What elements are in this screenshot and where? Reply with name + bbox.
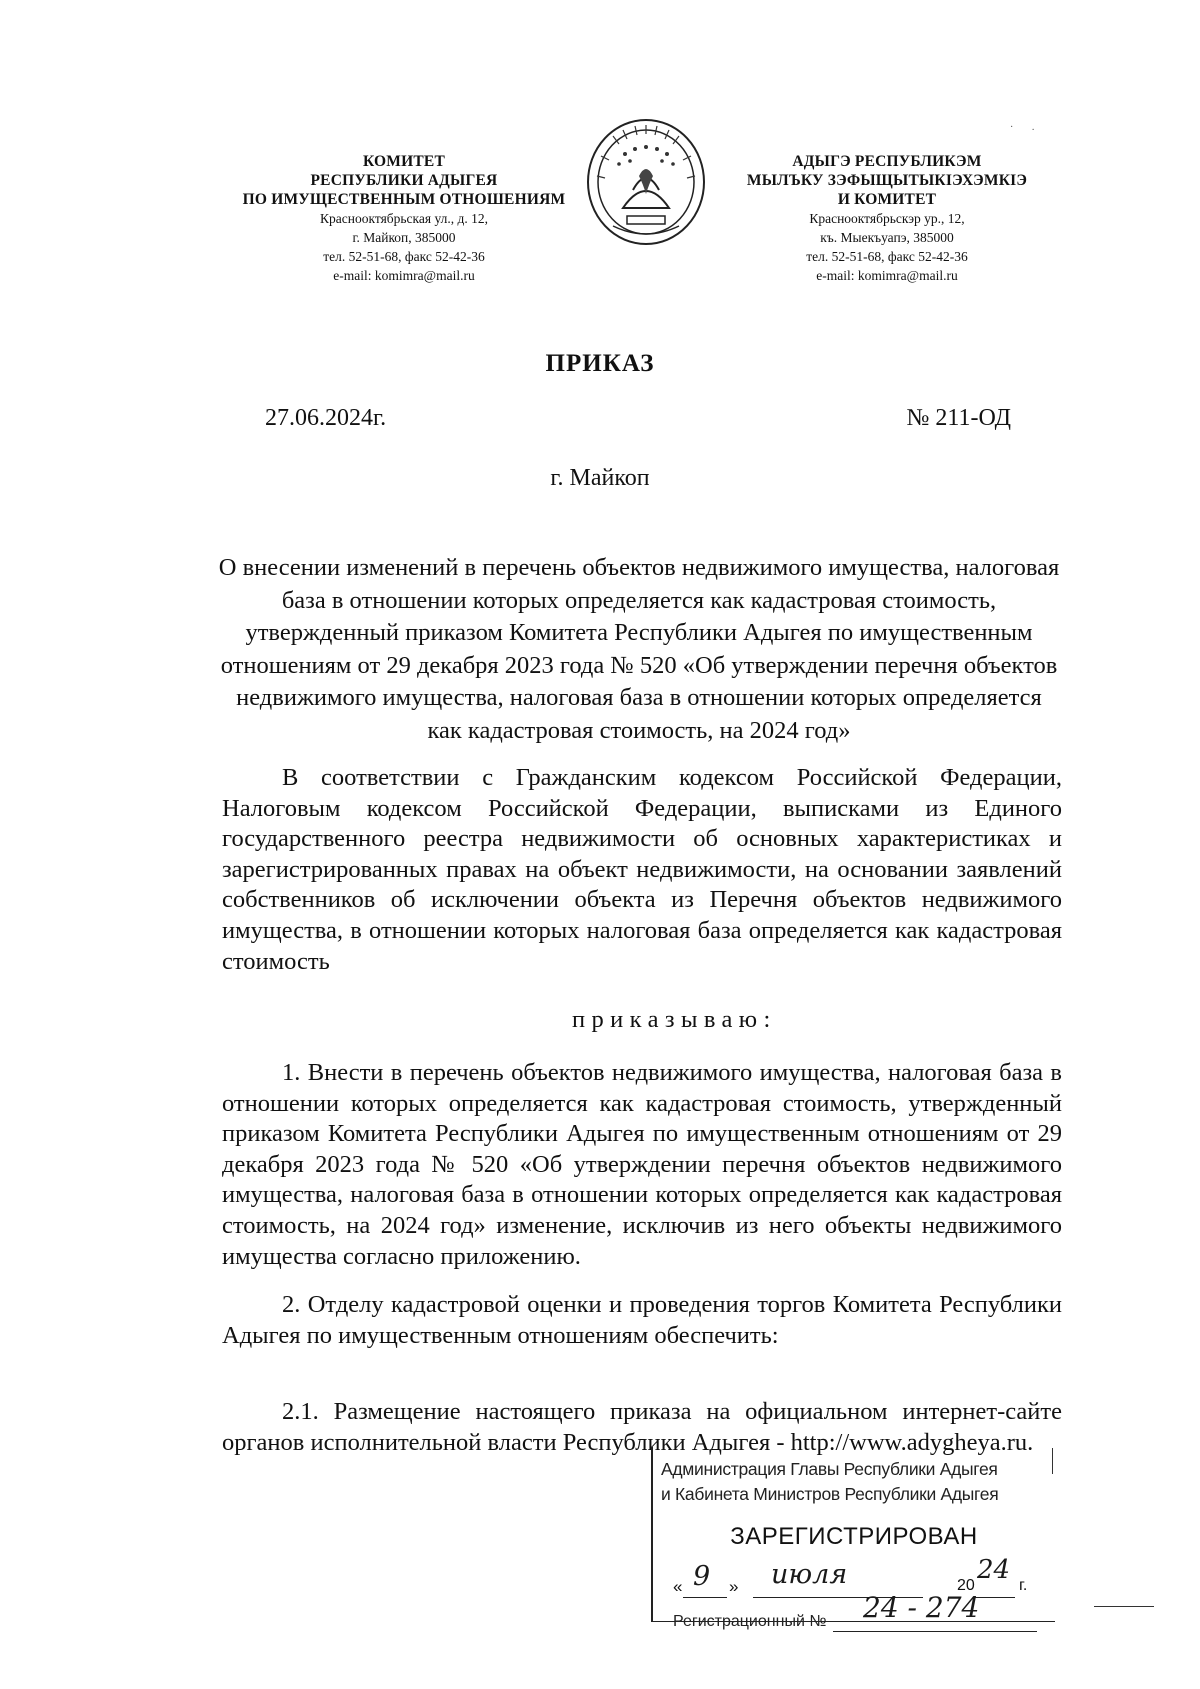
stamp-quote-open: «: [673, 1577, 683, 1596]
stamp-year-prefix: 20: [957, 1577, 975, 1594]
address-line: Краснооктябрьская ул., д. 12,: [320, 211, 488, 226]
scan-specks: · .: [1010, 122, 1043, 133]
stamp-reg-number: 24 - 274: [863, 1591, 980, 1624]
stamp-reg-label: Регистрационный №: [673, 1613, 827, 1630]
order-item-2-1: 2.1. Размещение настоящего приказа на официальном интернет-сайте органов исполнительной власти Республики Адыгея - http://www.adygheya.ru.: [222, 1398, 1062, 1456]
document-city: г. Майкоп: [550, 465, 650, 491]
stamp-edge-line: [1052, 1448, 1053, 1474]
stamp-reg-row: [673, 1591, 1053, 1633]
email-line: e-mail: komimra@mail.ru: [816, 268, 958, 283]
org-name-line: МЫЛЪКУ ЗЭФЫЩЫТЫКIЭХЭМКIЭ: [746, 172, 1028, 189]
document-title: ПРИКАЗ: [545, 350, 655, 377]
registration-stamp: [651, 1447, 1055, 1630]
stamp-quote-close: »: [729, 1577, 739, 1596]
stamp-year-suffix: 24: [977, 1555, 1011, 1585]
address-line: г. Майкоп, 385000: [352, 230, 456, 245]
address-line: Краснооктябрьскэр ур., 12,: [809, 211, 965, 226]
phone-line: тел. 52-51-68, факс 52-42-36: [323, 249, 485, 264]
document-number: № 211-ОД: [906, 405, 1011, 431]
email-line: e-mail: komimra@mail.ru: [333, 268, 475, 283]
preamble-paragraph: В соответствии с Гражданским кодексом Российской Федерации, Налоговым кодексом Российской Федерации, выписками из Единого государственного реестра недвижимости об основных характеристиках и зарегистрированных правах на объект недвижимости, на основании заявлений собственников об исключении объекта из Перечня объектов недвижимого имущества, в отношении которых налоговая база определяется как кадастровая стоимость: [222, 764, 1062, 975]
stamp-month: июля: [771, 1559, 848, 1590]
page-edge-line: [1094, 1606, 1154, 1607]
address-line: къ. Мыекъуапэ, 385000: [820, 230, 954, 245]
day-underline: [683, 1597, 727, 1598]
document-subject: О внесении изменений в перечень объектов недвижимого имущества, налоговая база в отношении которых определяется как кадастровая стоимость, утвержденный приказом Комитета Республики Адыгея по имущественным отношениям от 29 декабря 2023 года № 520 «Об утверждении перечня объектов недвижимого имущества, налоговая база в отношении которых определяется как кадастровая стоимость, на 2024 год»: [218, 554, 1060, 744]
letterhead-right: [722, 152, 1052, 285]
stamp-year-unit: г.: [1019, 1577, 1028, 1594]
stamp-day: 9: [693, 1561, 711, 1592]
stamp-authority-line: и Кабинета Министров Республики Адыгея: [661, 1484, 999, 1504]
reg-underline: [833, 1631, 1037, 1632]
stamp-authority-line: Администрация Главы Республики Адыгея: [661, 1459, 998, 1479]
org-name-line: ПО ИМУЩЕСТВЕННЫМ ОТНОШЕНИЯМ: [242, 191, 566, 208]
coat-of-arms-icon: [583, 116, 709, 248]
order-item-1: 1. Внести в перечень объектов недвижимого имущества, налоговая база в отношении которых определяется как кадастровая стоимость, утвержденный приказом Комитета Республики Адыгея по имущественным отношениям от 29 декабря 2023 года № 520 «Об утверждении перечня объектов недвижимого имущества, налоговая база в отношении которых определяется как кадастровая стоимость, на 2024 год» изменение, исключив из него объекты недвижимого имущества согласно приложению.: [222, 1059, 1062, 1270]
year-underline: [975, 1597, 1015, 1598]
org-name-line: АДЫГЭ РЕСПУБЛИКЭМ: [792, 153, 982, 170]
order-item-2: 2. Отделу кадастровой оценки и проведения торгов Комитета Республики Адыгея по имущественным отношениям обеспечить:: [222, 1291, 1062, 1349]
document-date: 27.06.2024г.: [265, 405, 387, 431]
org-name-line: РЕСПУБЛИКИ АДЫГЕЯ: [310, 172, 498, 189]
letterhead-left: [212, 152, 596, 285]
org-name-line: И КОМИТЕТ: [837, 191, 937, 208]
order-word: приказываю:: [572, 1006, 777, 1033]
phone-line: тел. 52-51-68, факс 52-42-36: [806, 249, 968, 264]
org-name-line: КОМИТЕТ: [362, 153, 445, 170]
stamp-status: ЗАРЕГИСТРИРОВАН: [730, 1523, 978, 1550]
